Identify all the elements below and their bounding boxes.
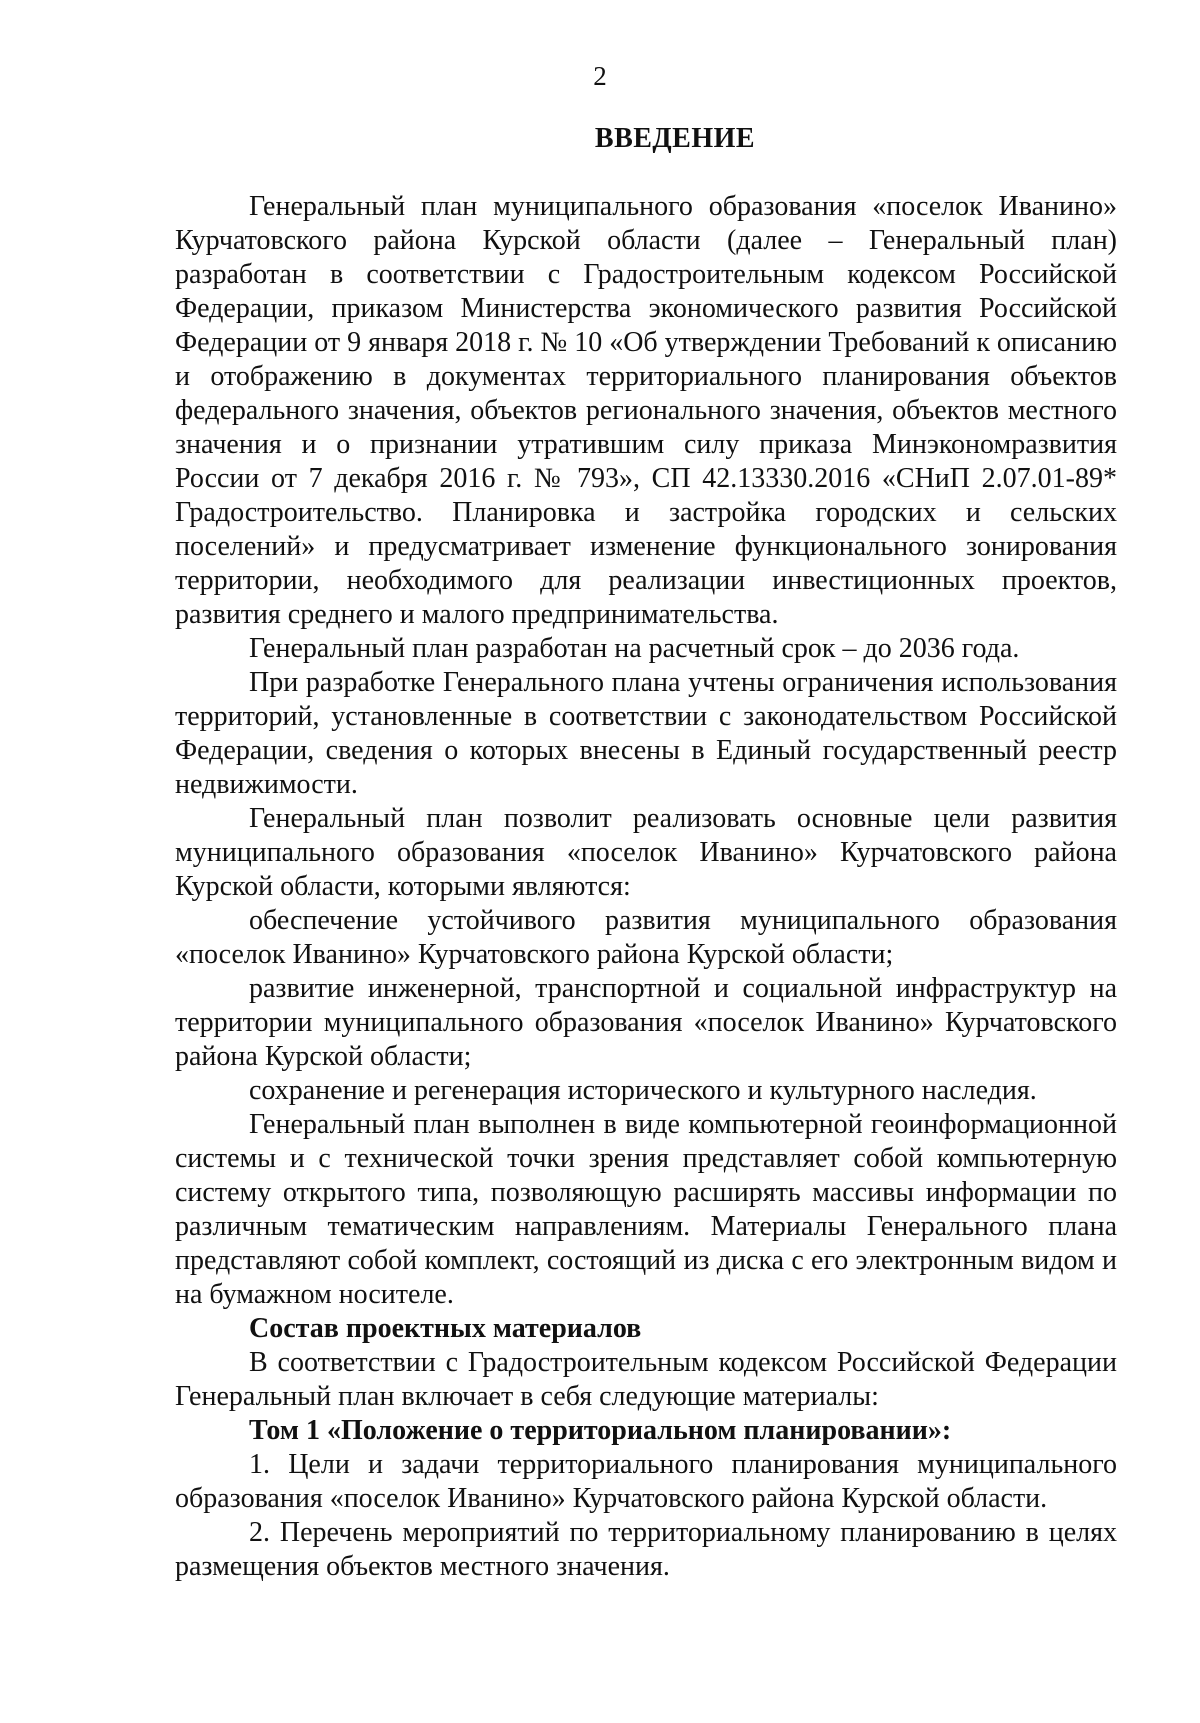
paragraph-restrictions: При разработке Генерального плана учтены ограничения использования территорий, установленные в соответствии с законодательством Российской Федерации, сведения о которых внесены в Единый государственный реестр недвижимости. xyxy=(175,667,1117,800)
document-body xyxy=(175,190,1117,1584)
goal-item: развитие инженерной, транспортной и социальной инфраструктур на территории муниципального образования «поселок Иванино» Курчатовского района Курской области; xyxy=(175,973,1117,1072)
section-title: ВВЕДЕНИЕ xyxy=(594,123,756,154)
list-item: 2. Перечень мероприятий по территориальному планированию в целях размещения объектов местного значения. xyxy=(175,1517,1117,1582)
page-number: 2 xyxy=(593,61,607,91)
paragraph-period: Генеральный план разработан на расчетный срок – до 2036 года. xyxy=(249,633,1020,664)
paragraph-intro: Генеральный план муниципального образования «поселок Иванино» Курчатовского района Курской области (далее – Генеральный план) разработан в соответствии с Градостроительным кодексом Российской Федерации, приказом Министерства экономического развития Российской Федерации от 9 января 2018 г. № 10 «Об утверждении Требований к описанию и отображению в документах территориального планирования объектов федерального значения, объектов регионального значения, объектов местного значения и о признании утратившим силу приказа Минэкономразвития России от 7 декабря 2016 г. № 793», СП 42.13330.2016 «СНиП 2.07.01-89* Градостроительство. Планировка и застройка городских и сельских поселений» и предусматривает изменение функционального зонирования территории, необходимого для реализации инвестиционных проектов, развития среднего и малого предпринимательства. xyxy=(175,191,1117,630)
subheading-materials: Состав проектных материалов xyxy=(249,1313,642,1344)
list-item: 1. Цели и задачи территориального планирования муниципального образования «поселок Иванино» Курчатовского района Курской области. xyxy=(175,1449,1117,1514)
subheading-volume-1: Том 1 «Положение о территориальном планировании»: xyxy=(249,1415,952,1446)
paragraph-materials: В соответствии с Градостроительным кодексом Российской Федерации Генеральный план включает в себя следующие материалы: xyxy=(175,1347,1117,1412)
paragraph-goals: Генеральный план позволит реализовать основные цели развития муниципального образования «поселок Иванино» Курчатовского района Курской области, которыми являются: xyxy=(175,803,1117,902)
goal-item: сохранение и регенерация исторического и культурного наследия. xyxy=(249,1075,1037,1106)
goal-item: обеспечение устойчивого развития муниципального образования «поселок Иванино» Курчатовского района Курской области; xyxy=(175,905,1117,970)
paragraph-gis: Генеральный план выполнен в виде компьютерной геоинформационной системы и с технической точки зрения представляет собой компьютерную систему открытого типа, позволяющую расширять массивы информации по различным тематическим направлениям. Материалы Генерального плана представляют собой комплект, состоящий из диска с его электронным видом и на бумажном носителе. xyxy=(175,1109,1117,1310)
